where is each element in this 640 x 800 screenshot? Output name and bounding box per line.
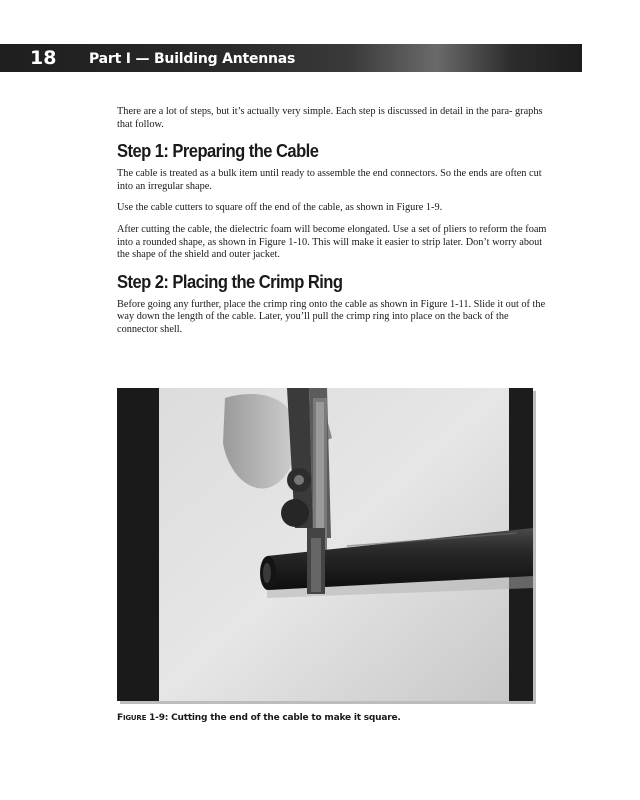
step1-paragraph-1: The cable is treated as a bulk item until ready to assemble the end connectors. So the ends are often cut into an irregular shape. [117,168,542,192]
photo-illustration [117,388,533,701]
step2-paragraph-1: Before going any further, place the crimp ring onto the cable as shown in Figure 1-11. Slide it out of the way down the length of the cable. Later, you’ll pull the crimp ring into place on the back of the connector shell. [117,298,546,335]
figure-caption [117,713,401,723]
part-title: Part I — Building Antennas [89,51,296,67]
step2-heading: Step 2: Placing the Crimp Ring [117,271,343,292]
page-number: 18 [30,47,57,69]
caption-prefix-initial: F [117,713,123,723]
step1-heading: Step 1: Preparing the Cable [117,141,319,162]
page-content [117,106,551,346]
caption-prefix-smallcaps: IGURE [122,714,147,722]
step1-paragraph-2: Use the cable cutters to square off the end of the cable, as shown in Figure 1-9. [117,202,443,214]
caption-text: Cutting the end of the cable to make it square. [168,713,401,723]
step1-paragraph-3: After cutting the cable, the dielectric foam will become elongated. Use a set of pliers to reform the foam into a rounded shape, as shown in Figure 1-10. This will make it easier to strip later. Don’t worry about the shape of the shield and outer jacket. [117,223,547,261]
intro-paragraph: There are a lot of steps, but it’s actually very simple. Each step is discussed in detail in the para- graphs that follow. [117,106,543,130]
figure-photo-cable-cutters [117,388,533,701]
caption-number: 1-9: [146,713,169,723]
